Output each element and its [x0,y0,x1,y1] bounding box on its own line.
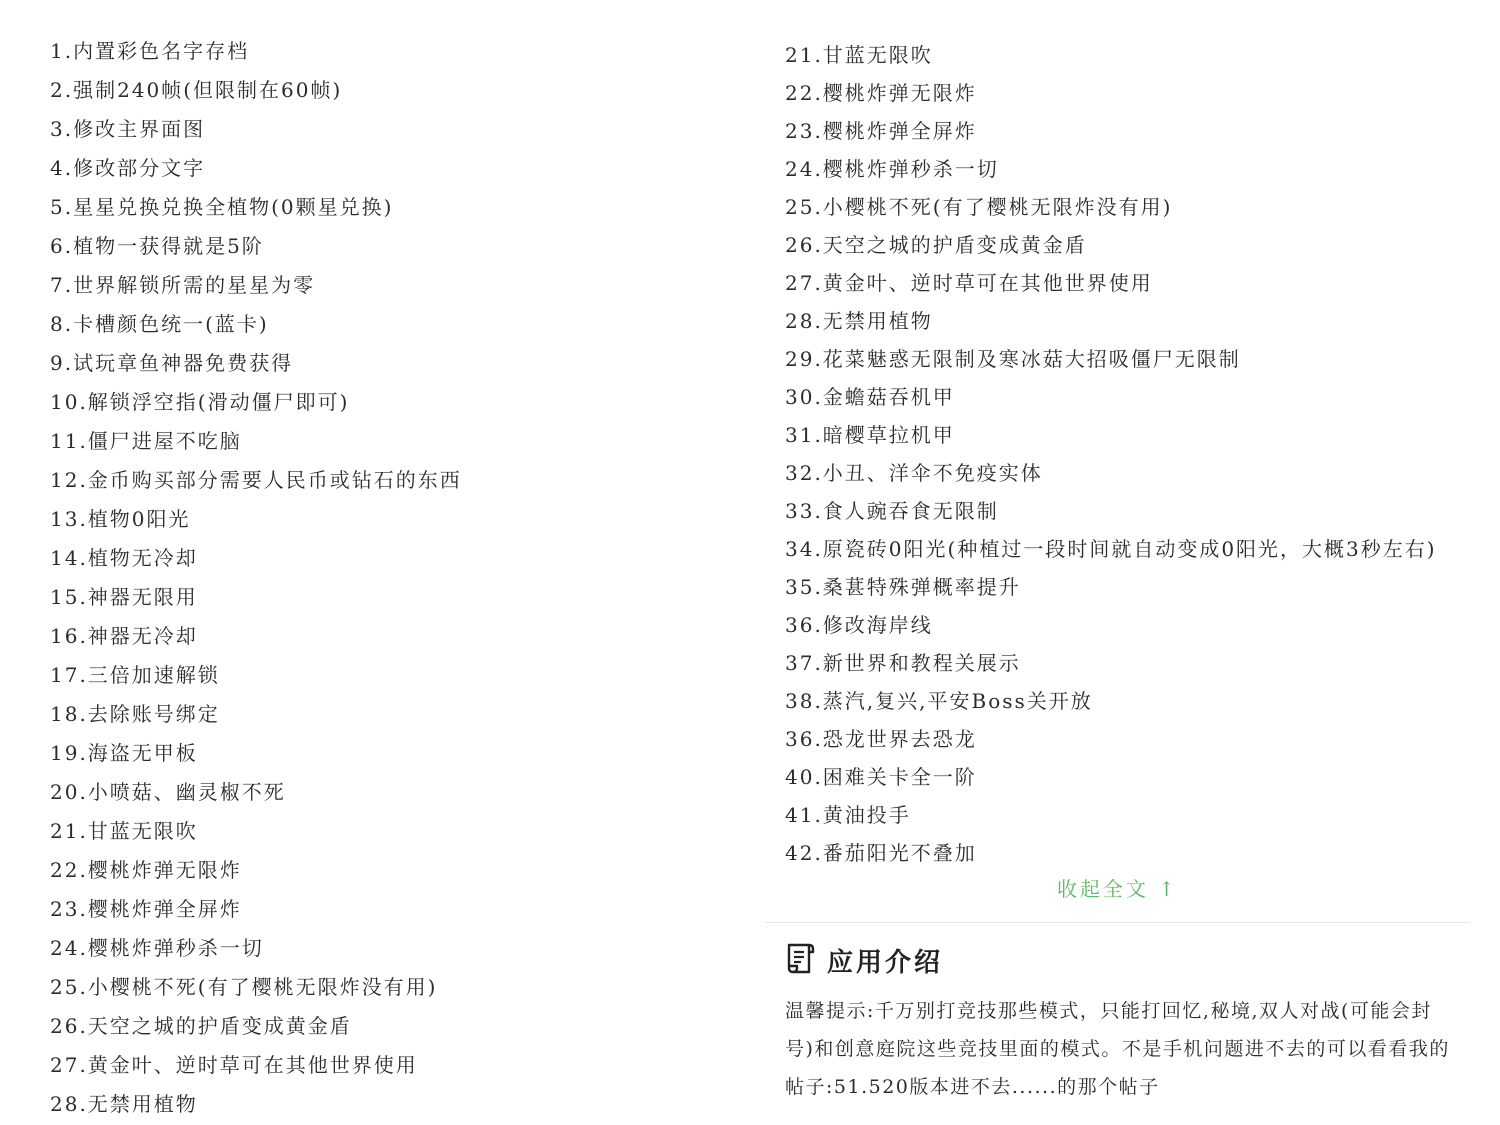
list-item: 42.番茄阳光不叠加 [785,841,977,865]
list-item: 11.僵尸进屋不吃脑 [50,429,242,453]
list-item: 8.卡槽颜色统一(蓝卡) [50,312,269,336]
left-feature-list [50,32,740,1116]
list-item: 4.修改部分文字 [50,156,206,180]
collapse-label: 收起全文 [1056,877,1149,901]
list-item: 15.神器无限用 [50,585,198,609]
list-item: 27.黄金叶、逆时草可在其他世界使用 [50,1053,418,1077]
list-item: 41.黄油投手 [785,803,911,827]
list-item: 26.天空之城的护盾变成黄金盾 [50,1014,352,1038]
list-item: 28.无禁用植物 [785,309,933,333]
list-item: 24.樱桃炸弹秒杀一切 [50,936,264,960]
list-item: 40.困难关卡全一阶 [785,765,977,789]
list-item: 7.世界解锁所需的星星为零 [50,273,316,297]
list-item: 27.黄金叶、逆时草可在其他世界使用 [785,271,1153,295]
arrow-up-icon: ↑ [1158,877,1179,901]
list-item: 24.樱桃炸弹秒杀一切 [785,157,999,181]
list-item: 32.小丑、洋伞不免疫实体 [785,461,1043,485]
list-item: 33.食人豌吞食无限制 [785,499,999,523]
list-item: 26.天空之城的护盾变成黄金盾 [785,233,1087,257]
list-item: 37.新世界和教程关展示 [785,651,1021,675]
collapse-full-text-button[interactable] [765,870,1470,908]
section-title: 应用介绍 [827,947,944,978]
intro-text: 温馨提示:千万别打竞技那些模式，只能打回忆,秘境,双人对战(可能会封号)和创意庭院这些竞技里面的模式。不是手机问题进不去的可以看看我的帖子:51.520版本进不去......的那个帖子 [785,1000,1450,1098]
list-item: 22.樱桃炸弹无限炸 [785,81,977,105]
list-item: 18.去除账号绑定 [50,702,220,726]
list-item: 21.甘蓝无限吹 [50,819,198,843]
section-divider [765,922,1470,923]
list-item: 3.修改主界面图 [50,117,206,141]
list-item: 21.甘蓝无限吹 [785,43,933,67]
list-item: 34.原瓷砖0阳光(种植过一段时间就自动变成0阳光，大概3秒左右) [785,537,1437,561]
list-item: 25.小樱桃不死(有了樱桃无限炸没有用) [785,195,1173,219]
list-item: 28.无禁用植物 [50,1092,198,1116]
list-item: 30.金蟾菇吞机甲 [785,385,955,409]
list-item: 31.暗樱草拉机甲 [785,423,955,447]
list-item: 23.樱桃炸弹全屏炸 [785,119,977,143]
list-item: 14.植物无冷却 [50,546,198,570]
section-header [785,938,943,982]
list-item: 23.樱桃炸弹全屏炸 [50,897,242,921]
list-item: 36.恐龙世界去恐龙 [785,727,977,751]
list-item: 22.樱桃炸弹无限炸 [50,858,242,882]
list-item: 9.试玩章鱼神器免费获得 [50,351,294,375]
list-item: 12.金币购买部分需要人民币或钻石的东西 [50,468,462,492]
list-item: 6.植物一获得就是5阶 [50,234,264,258]
list-item: 35.桑葚特殊弹概率提升 [785,575,1021,599]
right-feature-list [785,36,1475,872]
list-item: 25.小樱桃不死(有了樱桃无限炸没有用) [50,975,438,999]
list-item: 29.花菜魅惑无限制及寒冰菇大招吸僵尸无限制 [785,347,1241,371]
list-item: 2.强制240帧(但限制在60帧) [50,78,343,102]
list-item: 19.海盗无甲板 [50,741,198,765]
list-item: 38.蒸汽,复兴,平安Boss关开放 [785,689,1093,713]
list-item: 10.解锁浮空指(滑动僵尸即可) [50,390,350,414]
list-item: 17.三倍加速解锁 [50,663,220,687]
list-item: 20.小喷菇、幽灵椒不死 [50,780,286,804]
list-item: 36.修改海岸线 [785,613,933,637]
document-icon [785,942,815,978]
list-item: 16.神器无冷却 [50,624,198,648]
list-item: 5.星星兑换兑换全植物(0颗星兑换) [50,195,394,219]
list-item: 1.内置彩色名字存档 [50,39,250,63]
list-item: 13.植物0阳光 [50,507,191,531]
